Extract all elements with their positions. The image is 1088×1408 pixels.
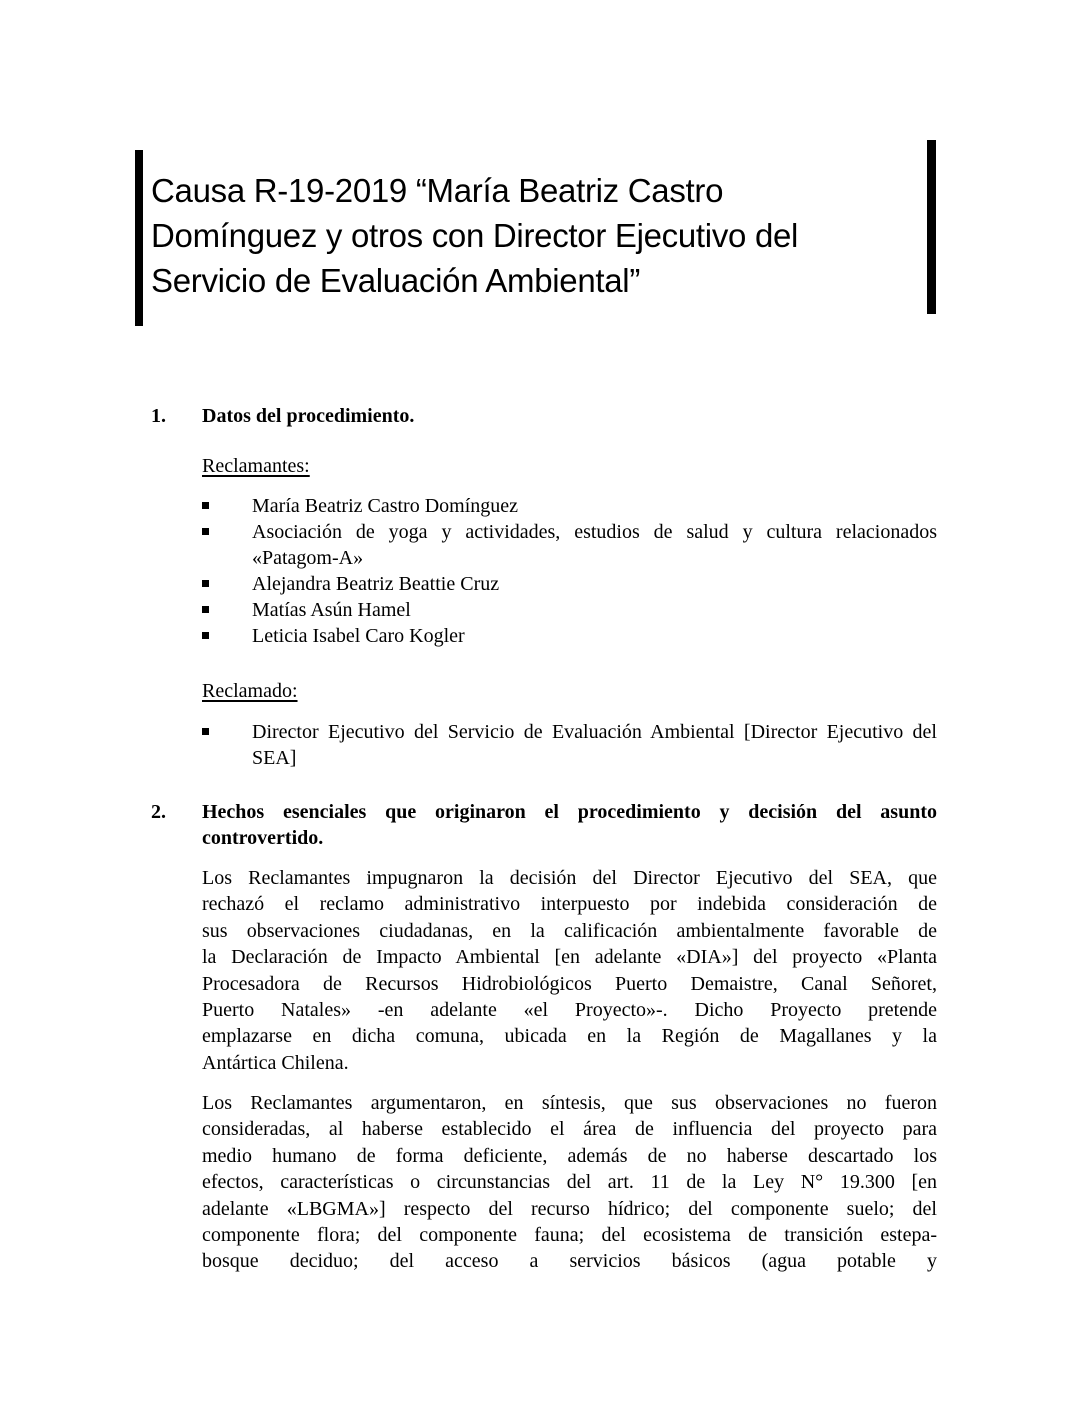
paragraph-line: efectos, características o circunstancias del art. 11 de la Ley N° 19.300 [en xyxy=(202,1171,937,1194)
title-right-rule xyxy=(927,140,936,314)
list-item xyxy=(202,719,937,771)
paragraph-line: Procesadora de Recursos Hidrobiológicos Puerto Demaistre, Canal Señoret, xyxy=(202,972,937,995)
list-item-text: Matías Asún Hamel xyxy=(252,599,411,621)
paragraph-line: consideradas, al haberse establecido el área de influencia del proyecto para xyxy=(202,1118,937,1141)
paragraph-line: medio humano de forma deficiente, además de no haberse descartado los xyxy=(202,1144,937,1167)
section-number: 2. xyxy=(151,801,166,823)
paragraph-line: la Declaración de Impacto Ambiental [en adelante «DIA»] del proyecto «Planta xyxy=(202,946,937,969)
title-line: Servicio de Evaluación Ambiental” xyxy=(151,262,641,299)
paragraph-line: bosque deciduo; del acceso a servicios básicos (agua potable y xyxy=(202,1250,937,1273)
list-item-text: María Beatriz Castro Domínguez xyxy=(252,495,519,517)
list-item-text: Alejandra Beatriz Beattie Cruz xyxy=(252,573,500,595)
paragraph-line: rechazó el reclamo administrativo interpuesto por indebida consideración de xyxy=(202,893,937,916)
document-title xyxy=(151,168,911,303)
paragraph-line: Puerto Natales» -en adelante «el Proyecto»-. Dicho Proyecto pretende xyxy=(202,999,937,1022)
section-2-heading xyxy=(151,799,937,851)
list-item xyxy=(202,493,937,519)
paragraph-line: emplazarse en dicha comuna, ubicada en la Región de Magallanes y la xyxy=(202,1025,937,1048)
square-bullet-icon xyxy=(202,580,209,587)
reclamado-list xyxy=(202,719,937,771)
paragraph-line: Los Reclamantes argumentaron, en síntesis, que sus observaciones no fueron xyxy=(202,1092,937,1114)
section-title: Hechos esenciales que originaron el procedimiento y decisión del asunto controvertido. xyxy=(202,801,937,849)
reclamantes-label: Reclamantes: xyxy=(202,455,310,477)
list-item xyxy=(202,519,937,571)
square-bullet-icon xyxy=(202,632,209,639)
list-item xyxy=(202,623,937,649)
list-item xyxy=(202,597,937,623)
reclamantes-list xyxy=(202,493,937,649)
title-line: Causa R-19-2019 “María Beatriz Castro xyxy=(151,172,724,209)
list-item-text: Leticia Isabel Caro Kogler xyxy=(252,625,465,647)
square-bullet-icon xyxy=(202,528,209,535)
paragraph-line: Antártica Chilena. xyxy=(202,1051,349,1074)
section-title: Datos del procedimiento. xyxy=(202,405,415,427)
square-bullet-icon xyxy=(202,502,209,509)
square-bullet-icon xyxy=(202,728,209,735)
section-number: 1. xyxy=(151,405,166,427)
list-item-text: Director Ejecutivo del Servicio de Evaluación Ambiental [Director Ejecutivo del SEA] xyxy=(252,721,937,769)
reclamado-label: Reclamado: xyxy=(202,680,298,702)
paragraph-line: componente flora; del componente fauna; del ecosistema de transición estepa- xyxy=(202,1224,937,1247)
list-item xyxy=(202,571,937,597)
paragraph-argumentos xyxy=(202,1090,937,1275)
list-item-text: Asociación de yoga y actividades, estudios de salud y cultura relacionados «Patagom-A» xyxy=(252,521,937,569)
square-bullet-icon xyxy=(202,606,209,613)
paragraph-impugnacion xyxy=(202,865,937,1076)
paragraph-line: adelante «LBGMA»] respecto del recurso hídrico; del componente suelo; del xyxy=(202,1197,937,1220)
section-1-heading xyxy=(151,403,937,429)
paragraph-line: Los Reclamantes impugnaron la decisión del Director Ejecutivo del SEA, que xyxy=(202,867,937,889)
title-line: Domínguez y otros con Director Ejecutivo del xyxy=(151,217,799,254)
title-left-rule xyxy=(135,150,143,326)
paragraph-line: sus observaciones ciudadanas, en la calificación ambientalmente favorable de xyxy=(202,919,937,942)
